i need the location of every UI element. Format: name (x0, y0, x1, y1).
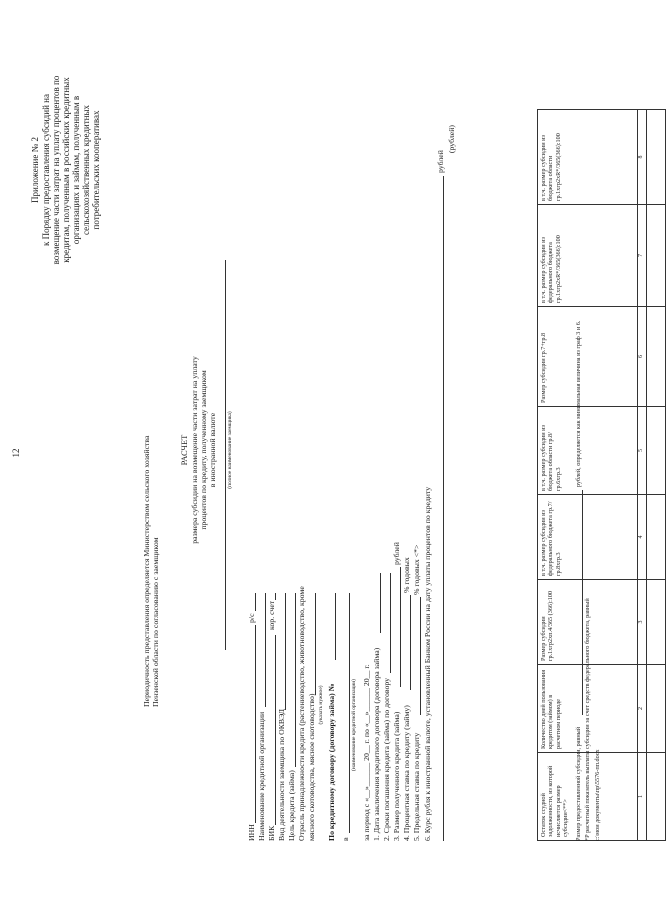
okved-line (285, 593, 286, 710)
org-name-label: Наименование кредитной организации (257, 711, 266, 841)
item-6-unit: рублей (436, 150, 445, 173)
item-4-line (410, 595, 411, 690)
sector-line (315, 593, 316, 695)
appendix-line: организациях и займам, полученным в (71, 95, 81, 245)
footer-subsidy-line-end: рублей, определяется как минимальная величина из граф 3 и 6. (575, 320, 582, 487)
inn-line (255, 625, 256, 823)
appendix-line: потребительских кооперативах (91, 110, 101, 230)
table-header: Размер субсидии гр.1хгр2хп.4/365 (366):100 (538, 580, 638, 665)
table-cell (647, 110, 666, 205)
appendix-line: возмещение части затрат на уплату процентов по (51, 75, 61, 265)
contract-label: По кредитному договору (договору займа) № (327, 683, 336, 841)
table-cell (647, 205, 666, 307)
column-number: 7 (638, 205, 647, 307)
contract-line (335, 593, 336, 660)
org-caption: (наименование кредитной организации) (351, 679, 357, 771)
footer-filepath: с:\мои документы\пр\5576-пп.docx (594, 749, 601, 841)
table-header: Размер субсидии гр.7+гр.8 (538, 307, 638, 407)
table-header: Остаток ссудной задолженности, из которой исчисляется размер субсидии<**> (538, 753, 638, 841)
borrower-line (225, 260, 226, 650)
calc-title: РАСЧЕТ (179, 434, 189, 466)
item-5-line (420, 597, 421, 715)
bik-label: БИК (267, 825, 276, 841)
subsidy-table (537, 109, 666, 841)
item-3-unit: рублей (392, 542, 401, 565)
table-cell (647, 307, 666, 407)
purpose-line (295, 593, 296, 767)
page-number: 12 (11, 448, 21, 458)
rs-label: р/с (247, 613, 256, 623)
footer-subsidy-blank (582, 490, 583, 715)
column-number: 8 (638, 110, 647, 205)
kor-schet-label: кор. счет (267, 600, 276, 630)
appendix-title: Приложение № 2 (30, 137, 40, 203)
column-number: 1 (638, 753, 647, 841)
table-cell (647, 580, 666, 665)
table-header: в т.ч. размер субсидии из федерального бюджета гр.7/гр.8хгр.3 (538, 495, 638, 580)
column-number: 2 (638, 665, 647, 753)
item-6-line (443, 176, 444, 841)
column-number: 6 (638, 307, 647, 407)
table-cell (647, 753, 666, 841)
item-3-line (400, 567, 401, 687)
sector-label: Отрасль принадлежности кредита (растениеводство, животноводство, кроме (297, 586, 306, 841)
item-6: 6. Курс рубля к иностранной валюте, установленный Банком России на дату уплаты процентов по кредиту (423, 486, 432, 841)
appendix-line: кредитам, полученным в российских кредитных (61, 77, 71, 263)
in-label: в (341, 837, 350, 841)
approval-note: Пензенской области по согласованию с заемщиком (151, 537, 160, 707)
item-3: 3. Размер полученного кредита (займа) (392, 711, 401, 841)
kor-schet-line (275, 593, 276, 600)
item-1: 1. Дата заключения кредитного договора (договора займа) (372, 647, 381, 841)
rs-line (255, 593, 256, 611)
calc-subtitle: размера субсидии на возмещение части затрат на уплату (190, 356, 199, 544)
table-cell (647, 665, 666, 753)
okved-label: Вид деятельности заемщика по ОКВЭД (277, 709, 286, 841)
item-4: 4. Процентная ставка по кредиту (займу) (402, 705, 411, 841)
calc-subtitle: в иностранной валюте (208, 412, 217, 488)
item-4-unit: % годовых (402, 557, 411, 593)
item-1-line (380, 573, 381, 633)
table-cell (647, 407, 666, 495)
table-cell (647, 495, 666, 580)
column-number: 4 (638, 495, 647, 580)
bik-line (275, 635, 276, 825)
org-line (349, 593, 350, 833)
item-5-unit: % годовых <*> (412, 544, 421, 595)
item-2-line (390, 573, 391, 673)
column-number: 3 (638, 580, 647, 665)
table-header: в т.ч. размер субсидии из бюджета области гр.8/гр.6хгр.3 (538, 407, 638, 495)
appendix-line: сельскохозяйственных кредитных (81, 104, 91, 236)
sector-caption: (указать нужное) (318, 685, 324, 725)
table-header: в т.ч. размер субсидии из бюджета области гр.1хгр2хR*/365(366):100 (538, 110, 638, 205)
item-2: 2. Сроки погашения кредита (займа) по договору (382, 677, 391, 841)
table-header: Количество дней пользования кредитом (займом) в расчетном периоде (538, 665, 638, 753)
approval-note: Периодичность представления определяется Министерством сельского хозяйства (142, 435, 151, 707)
footer-note: *Р расчетный показатель выплаты субсидии за счет средств федерального бюджета, равный (584, 598, 591, 841)
table-header: в т.ч. размер субсидии из федерального бюджета гр.1хгр2хR*/365(366):100 (538, 205, 638, 307)
org-name-line (265, 593, 266, 707)
item-5: 5. Предельная ставка по кредиту (412, 732, 421, 841)
borrower-caption: (полное наименование заемщика) (227, 411, 233, 489)
inn-label: ИНН (247, 824, 256, 841)
footer-subsidy-line: Размер предоставленной субсидии, равный (575, 726, 582, 841)
purpose-label: Цель кредита (займа) (287, 770, 296, 841)
rubles-unit: (рублей) (447, 125, 456, 154)
period-label: за период с «__»______ 20__ г. по «__»______ 20__ г. (362, 664, 371, 841)
sector-label-cont: мясного скотоводства, мясное скотоводство) (307, 693, 316, 841)
calc-subtitle: процентов по кредиту, полученному заемщиком (199, 370, 208, 530)
column-number: 5 (638, 407, 647, 495)
appendix-line: к Порядку предоставления субсидий на (41, 94, 51, 246)
